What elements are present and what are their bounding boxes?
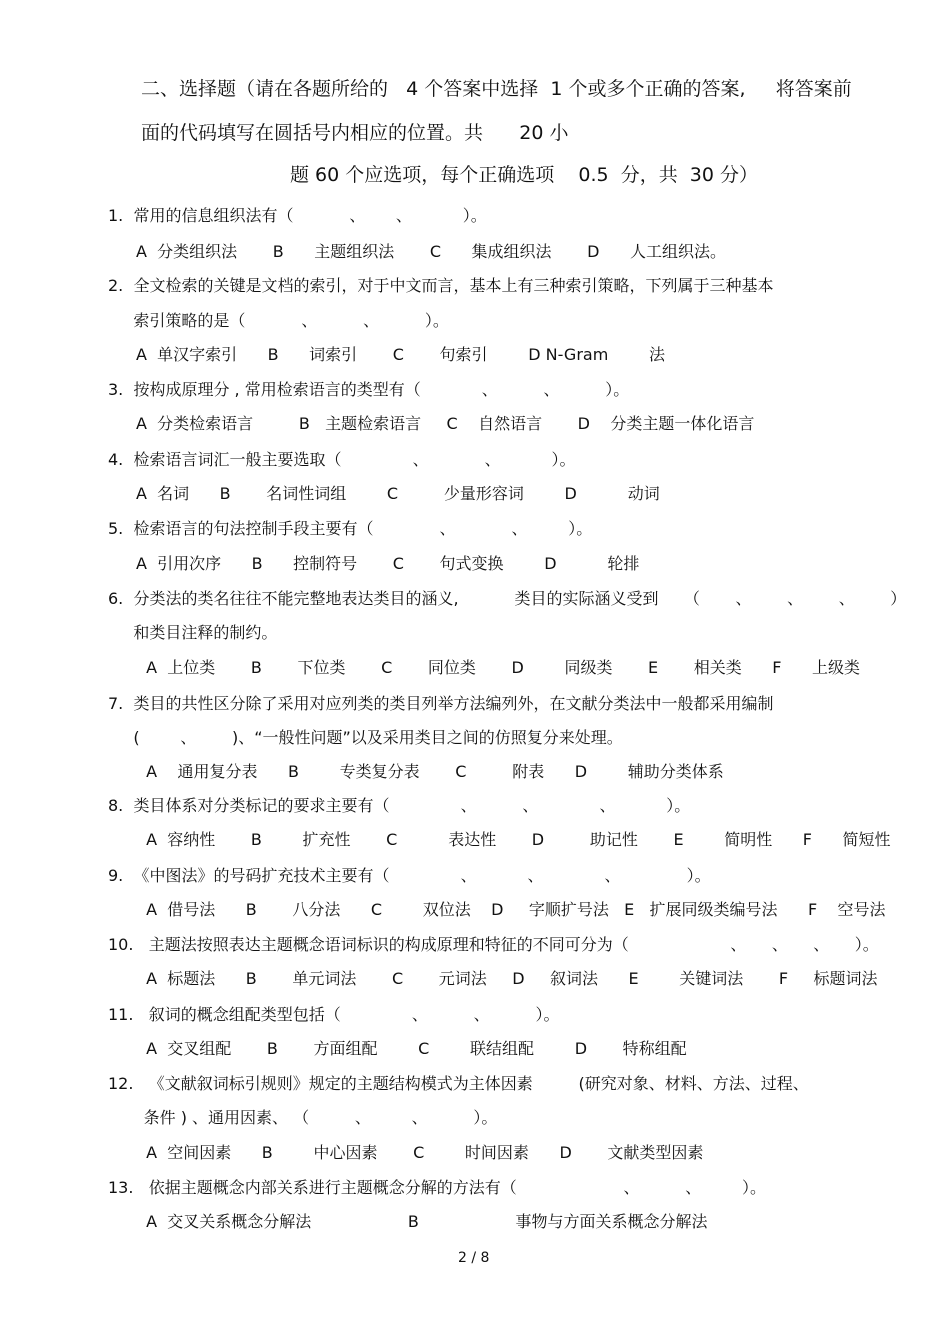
question-options: A 分类组织法 B 主题组织法 C 集成组织法 D 人工组织法。: [136, 242, 726, 261]
header-line: 题 60 个应选项，每个正确选项 0.5 分，共 30 分）: [290, 164, 759, 186]
question-text: 8. 类目体系对分类标记的要求主要有（ 、 、 、 ）。: [108, 796, 691, 815]
question-text: 7. 类目的共性区分除了采用对应列类的类目列举方法编列外，在文献分类法中一般都采用编制: [108, 694, 774, 713]
question-text: 4. 检索语言词汇一般主要选取（ 、 、 ）。: [108, 450, 576, 469]
question-text: 和类目注释的制约。: [108, 623, 278, 642]
question-options: A 单汉字索引 B 词索引 C 句索引 D N-Gram 法: [136, 345, 665, 364]
question-options: A 名词 B 名词性词组 C 少量形容词 D 动词: [136, 484, 660, 503]
question-options: A 借号法 B 八分法 C 双位法 D 字顺扩号法 E 扩展同级类编号法 F 空号法: [136, 900, 886, 919]
question-options: A 分类检索语言 B 主题检索语言 C 自然语言 D 分类主题一体化语言: [136, 414, 755, 433]
question-text: 10. 主题法按照表达主题概念语词标识的构成原理和特征的不同可分为（ 、 、 、 ）。: [108, 935, 879, 954]
question-text: 2. 全文检索的关键是文档的索引，对于中文而言，基本上有三种索引策略，下列属于三种基本: [108, 276, 774, 295]
question-text: 9. 《中图法》的号码扩充技术主要有（ 、 、 、 ）。: [108, 866, 711, 885]
question-text: 3. 按构成原理分 , 常用检索语言的类型有（ 、 、 ）。: [108, 380, 630, 399]
question-options: A 标题法 B 单元词法 C 元词法 D 叙词法 E 关键词法 F 标题词法: [136, 969, 878, 988]
header-line: 二、选择题（请在各题所给的 4 个答案中选择 1 个或多个正确的答案, 将答案前: [141, 78, 852, 100]
question-text: 12. 《文献叙词标引规则》规定的主题结构模式为主体因素 (研究对象、材料、方法、过程、: [108, 1074, 809, 1093]
question-options: A 交叉关系概念分解法 B 事物与方面关系概念分解法: [136, 1212, 708, 1231]
question-options: A 容纳性 B 扩充性 C 表达性 D 助记性 E 简明性 F 简短性: [136, 830, 891, 849]
question-text: 11. 叙词的概念组配类型包括（ 、 、 ）。: [108, 1005, 560, 1024]
question-options: A 上位类 B 下位类 C 同位类 D 同级类 E 相关类 F 上级类: [136, 658, 861, 677]
header-line: 面的代码填写在圆括号内相应的位置。共 20 小: [141, 122, 569, 144]
question-options: A 引用次序 B 控制符号 C 句式变换 D 轮排: [136, 554, 640, 573]
question-text: 条件 ) 、通用因素、 （ 、 、 ）。: [108, 1108, 498, 1127]
question-text: 13. 依据主题概念内部关系进行主题概念分解的方法有（ 、 、 ）。: [108, 1178, 766, 1197]
question-text: ( 、 )、“一般性问题”以及采用类目之间的仿照复分来处理。: [108, 728, 623, 747]
question-text: 5. 检索语言的句法控制手段主要有（ 、 、 ）。: [108, 519, 593, 538]
page-number: 2 / 8: [458, 1250, 490, 1266]
question-text: 索引策略的是（ 、 、 ）。: [108, 311, 449, 330]
question-text: 6. 分类法的类名往往不能完整地表达类目的涵义, 类目的实际涵义受到 （ 、 、 、 ）: [108, 589, 907, 608]
question-options: A 通用复分表 B 专类复分表 C 附表 D 辅助分类体系: [136, 762, 724, 781]
question-options: A 交叉组配 B 方面组配 C 联结组配 D 特称组配: [136, 1039, 687, 1058]
question-options: A 空间因素 B 中心因素 C 时间因素 D 文献类型因素: [136, 1143, 704, 1162]
question-text: 1. 常用的信息组织法有（ 、 、 ）。: [108, 206, 487, 225]
